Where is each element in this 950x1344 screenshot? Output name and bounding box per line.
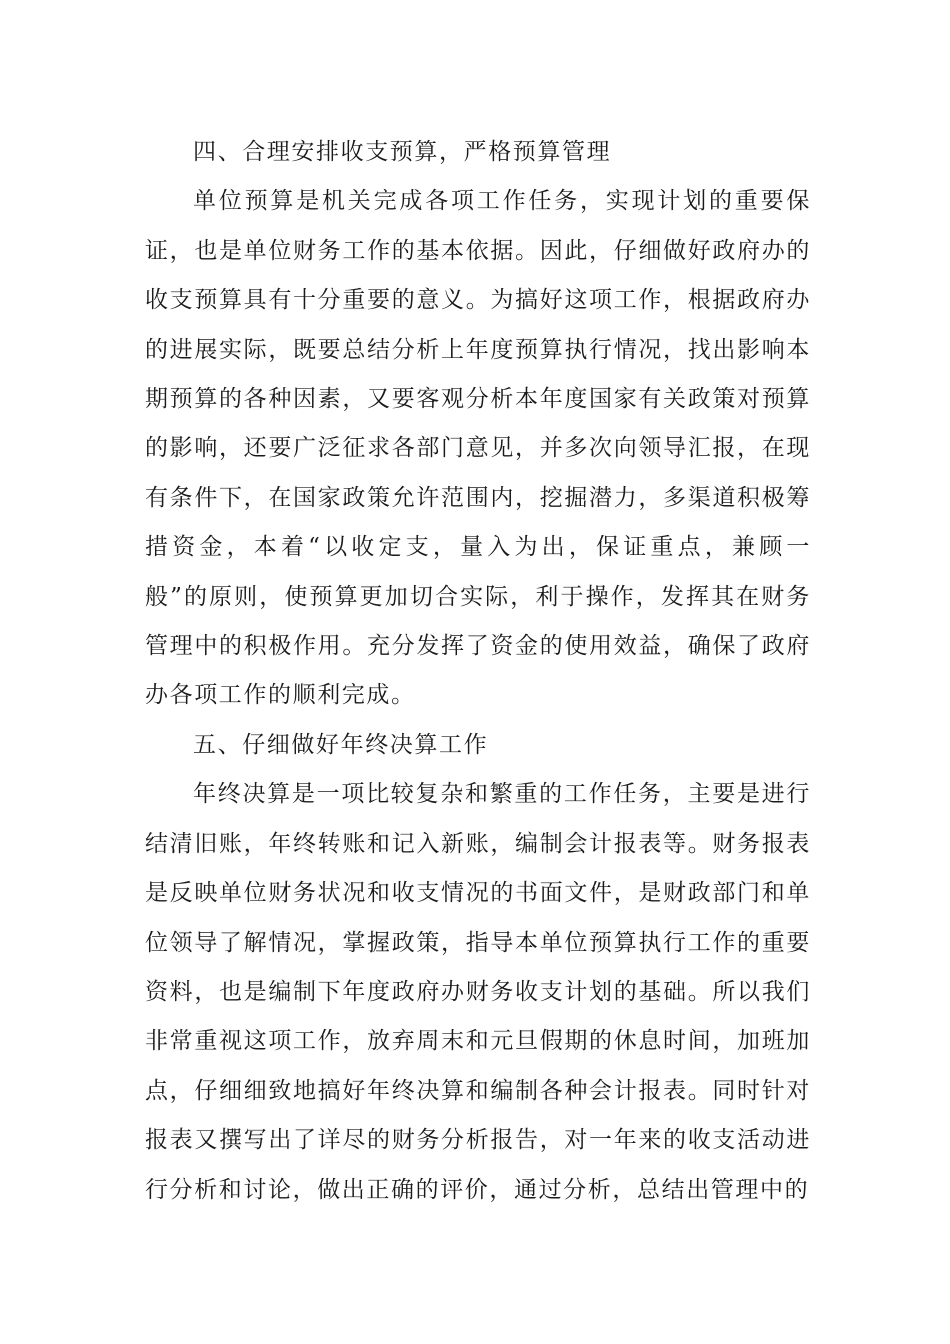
- paragraph-budget: 单位预算是机关完成各项工作任务，实现计划的重要保证，也是单位财务工作的基本依据。因此，仔细做好政府办的收支预算具有十分重要的意义。为搞好这项工作，根据政府办的进展实际，既要总结分析上年度预算执行情况，找出影响本期预算的各种因素，又要客观分析本年度国家有关政策对预算的影响，还要广泛征求各部门意见，并多次向领导汇报，在现有条件下，在国家政策允许范围内，挖掘潜力，多渠道积极筹措资金，本着“以收定支，量入为出，保证重点，兼顾一般”的原则，使预算更加切合实际，利于操作，发挥其在财务管理中的积极作用。充分发挥了资金的使用效益，确保了政府办各项工作的顺利完成。: [145, 188, 811, 709]
- section-heading-final-accounts: 五、仔细做好年终决算工作: [193, 731, 489, 758]
- document-body: [145, 128, 811, 1215]
- section-heading-budget: 四、合理安排收支预算，严格预算管理: [193, 139, 612, 165]
- paragraph-final-accounts: 年终决算是一项比较复杂和繁重的工作任务，主要是进行结清旧账，年终转账和记入新账，编制会计报表等。财务报表是反映单位财务状况和收支情况的书面文件，是财政部门和单位领导了解情况，掌握政策，指导本单位预算执行工作的重要资料，也是编制下年度政府办财务收支计划的基础。所以我们非常重视这项工作，放弃周末和元旦假期的休息时间，加班加点，仔细细致地搞好年终决算和编制各种会计报表。同时针对报表又撰写出了详尽的财务分析报告，对一年来的收支活动进行分析和讨论，做出正确的评价，通过分析，总结出管理中的: [145, 781, 811, 1203]
